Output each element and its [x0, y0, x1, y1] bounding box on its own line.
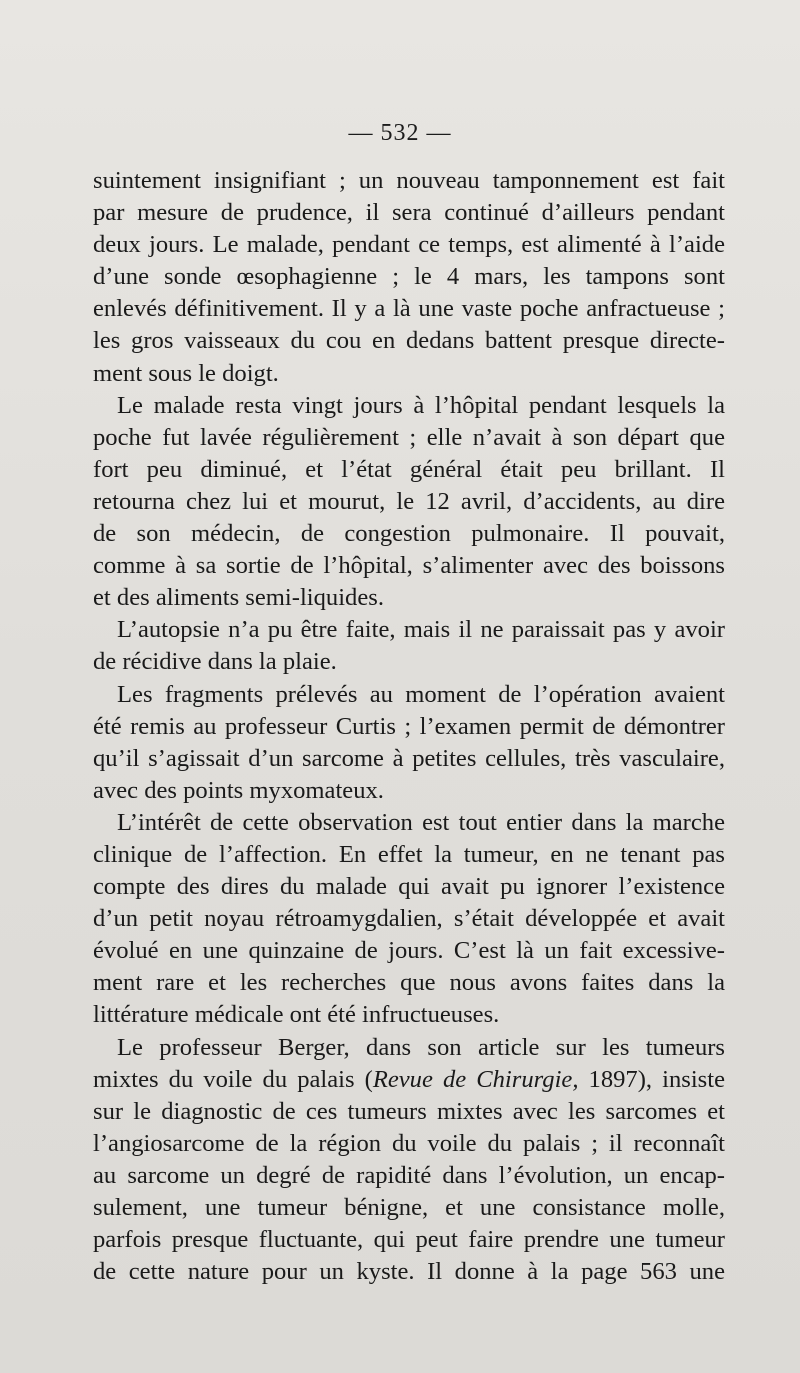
text-fragment: mixtes du voile du palais (: [93, 1065, 373, 1093]
text-line: littérature médicale ont été infructueuses.: [93, 1001, 500, 1029]
text-line: et des aliments semi-liquides.: [93, 584, 384, 612]
text-line: qu’il s’agissait d’un sarcome à petites cellules, très vasculaire,: [93, 744, 725, 772]
text-line: de cette nature pour un kyste. Il donne à la page 563 une: [93, 1258, 725, 1286]
journal-title: Revue de Chirurgie,: [372, 1065, 579, 1093]
paragraph-4: [93, 679, 725, 807]
text-line: comme à sa sortie de l’hôpital, s’alimenter avec des boissons: [93, 552, 725, 580]
text-line: évolué en une quinzaine de jours. C’est là un fait excessive-: [93, 937, 725, 965]
text-line: Le professeur Berger, dans son article sur les tumeurs: [117, 1033, 725, 1061]
text-line: Le malade resta vingt jours à l’hôpital pendant lesquels la: [117, 391, 725, 419]
text-line: poche fut lavée régulièrement ; elle n’avait à son départ que: [93, 423, 725, 451]
text-line: L’intérêt de cette observation est tout entier dans la marche: [117, 808, 725, 836]
paragraph-2: [93, 390, 725, 615]
text-line: sulement, une tumeur bénigne, et une consistance molle,: [93, 1194, 725, 1221]
text-line: clinique de l’affection. En effet la tumeur, en ne tenant pas: [93, 840, 725, 868]
text-line: été remis au professeur Curtis ; l’examen permit de démontrer: [93, 712, 725, 740]
text-line: suintement insignifiant ; un nouveau tamponnement est fait: [93, 167, 725, 194]
text-line: l’angiosarcome de la région du voile du palais ; il reconnaît: [93, 1129, 725, 1157]
text-line: les gros vaisseaux du cou en dedans battent presque directe-: [93, 327, 725, 355]
paragraph-3: [93, 614, 725, 678]
text-line: de récidive dans la plaie.: [93, 648, 337, 676]
page-number: — 532 —: [348, 120, 452, 146]
text-line: enlevés définitivement. Il y a là une vaste poche anfractueuse ;: [93, 295, 725, 323]
text-line: de son médecin, de congestion pulmonaire. Il pouvait,: [93, 520, 725, 548]
text-line-with-citation: [93, 1064, 725, 1096]
text-line: L’autopsie n’a pu être faite, mais il ne paraissait pas y avoir: [117, 616, 725, 644]
text-line: parfois presque fluctuante, qui peut faire prendre une tumeur: [93, 1226, 725, 1254]
text-line: compte des dires du malade qui avait pu ignorer l’existence: [93, 873, 725, 901]
text-line: au sarcome un degré de rapidité dans l’évolution, un encap-: [93, 1161, 725, 1189]
text-line: retourna chez lui et mourut, le 12 avril, d’accidents, au dire: [93, 487, 725, 515]
paragraph-1: [93, 165, 725, 390]
text-line: deux jours. Le malade, pendant ce temps, est alimenté à l’aide: [93, 231, 725, 259]
paragraph-5: [93, 807, 725, 1032]
text-line: ment rare et les recherches que nous avons faites dans la: [93, 969, 725, 997]
text-line: d’un petit noyau rétroamygdalien, s’était développée et avait: [93, 905, 725, 933]
text-line: avec des points myxomateux.: [93, 776, 384, 804]
text-fragment: 1897), insiste: [578, 1065, 725, 1093]
text-line: Les fragments prélevés au moment de l’opération avaient: [117, 680, 725, 708]
text-line: d’une sonde œsophagienne ; le 4 mars, les tampons sont: [93, 263, 725, 291]
text-line: ment sous le doigt.: [93, 359, 279, 387]
text-line: sur le diagnostic de ces tumeurs mixtes avec les sarcomes et: [93, 1097, 725, 1125]
text-line: fort peu diminué, et l’état général était peu brillant. Il: [93, 455, 725, 483]
paragraph-6: [93, 1032, 725, 1289]
body-text: [93, 165, 725, 1288]
text-line: par mesure de prudence, il sera continué d’ailleurs pendant: [93, 199, 725, 227]
